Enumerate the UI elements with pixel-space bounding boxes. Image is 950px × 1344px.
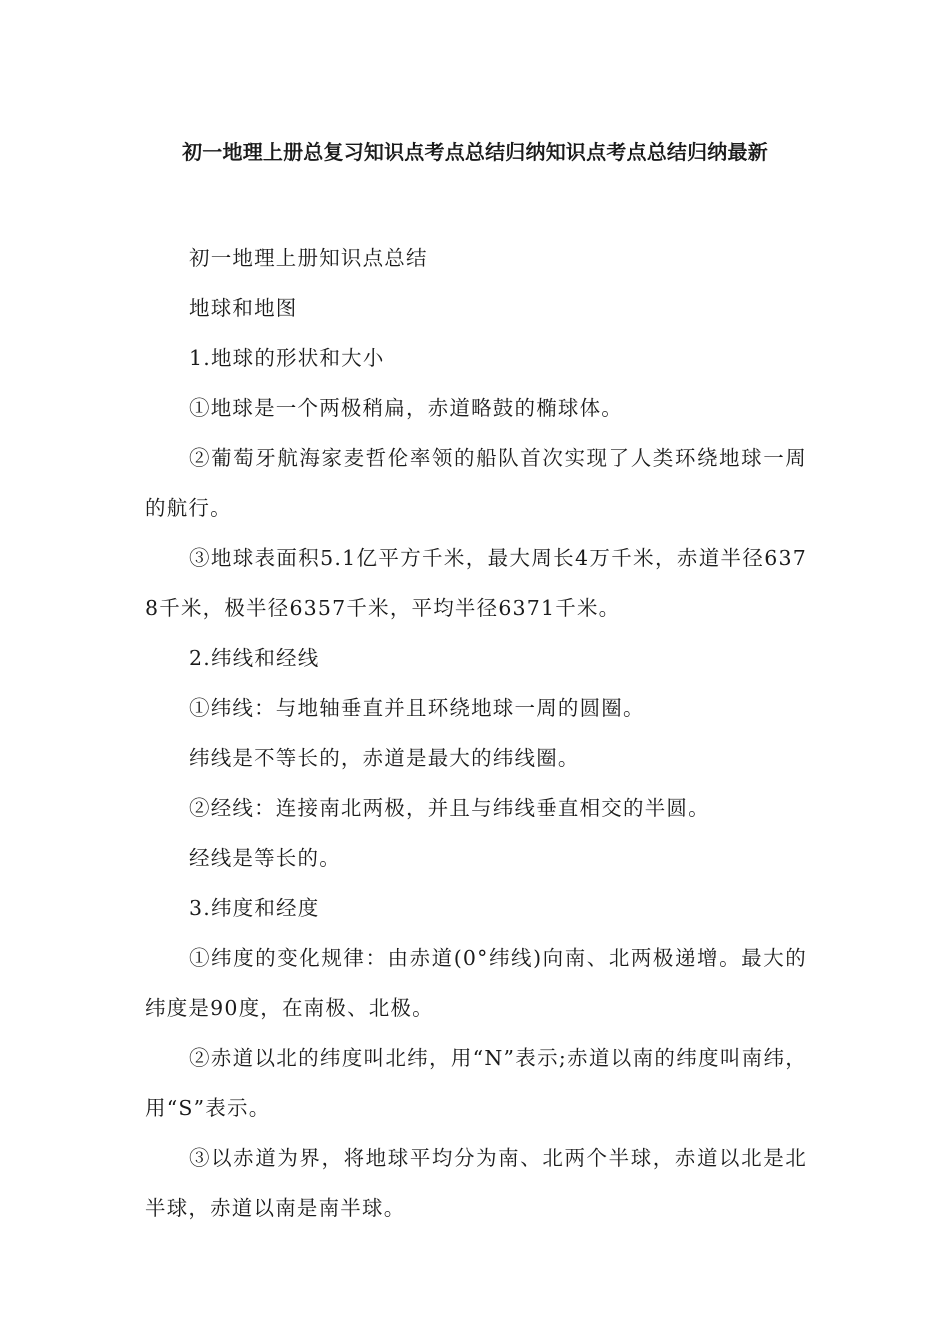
subsection-heading: 3.纬度和经度 [189,896,320,920]
body-paragraph: 经线是等长的。 [189,846,341,870]
body-paragraph: ①地球是一个两极稍扁，赤道略鼓的椭球体。 [189,396,623,420]
section-heading: 初一地理上册知识点总结 [189,246,428,270]
subsection-heading: 1.地球的形状和大小 [189,346,385,370]
body-paragraph: ①纬度的变化规律：由赤道(0°纬线)向南、北两极递增。最大的纬度是90度，在南极、北极。 [145,946,807,1020]
chapter-heading: 地球和地图 [189,296,298,320]
body-paragraph: ②经线：连接南北两极，并且与纬线垂直相交的半圆。 [189,796,710,820]
document-body [145,233,807,1233]
body-paragraph: ②葡萄牙航海家麦哲伦率领的船队首次实现了人类环绕地球一周的航行。 [145,446,807,520]
body-paragraph: ③地球表面积5.1亿平方千米，最大周长4万千米，赤道半径6378千米，极半径6357千米，平均半径6371千米。 [145,546,807,620]
body-paragraph: ①纬线：与地轴垂直并且环绕地球一周的圆圈。 [189,696,645,720]
body-paragraph: 纬线是不等长的，赤道是最大的纬线圈。 [189,746,580,770]
body-paragraph: ③以赤道为界，将地球平均分为南、北两个半球，赤道以北是北半球，赤道以南是南半球。 [145,1146,807,1220]
document-title: 初一地理上册总复习知识点考点总结归纳知识点考点总结归纳最新 [182,140,768,164]
subsection-heading: 2.纬线和经线 [189,646,320,670]
body-paragraph: ②赤道以北的纬度叫北纬，用“N”表示;赤道以南的纬度叫南纬，用“S”表示。 [145,1046,807,1120]
